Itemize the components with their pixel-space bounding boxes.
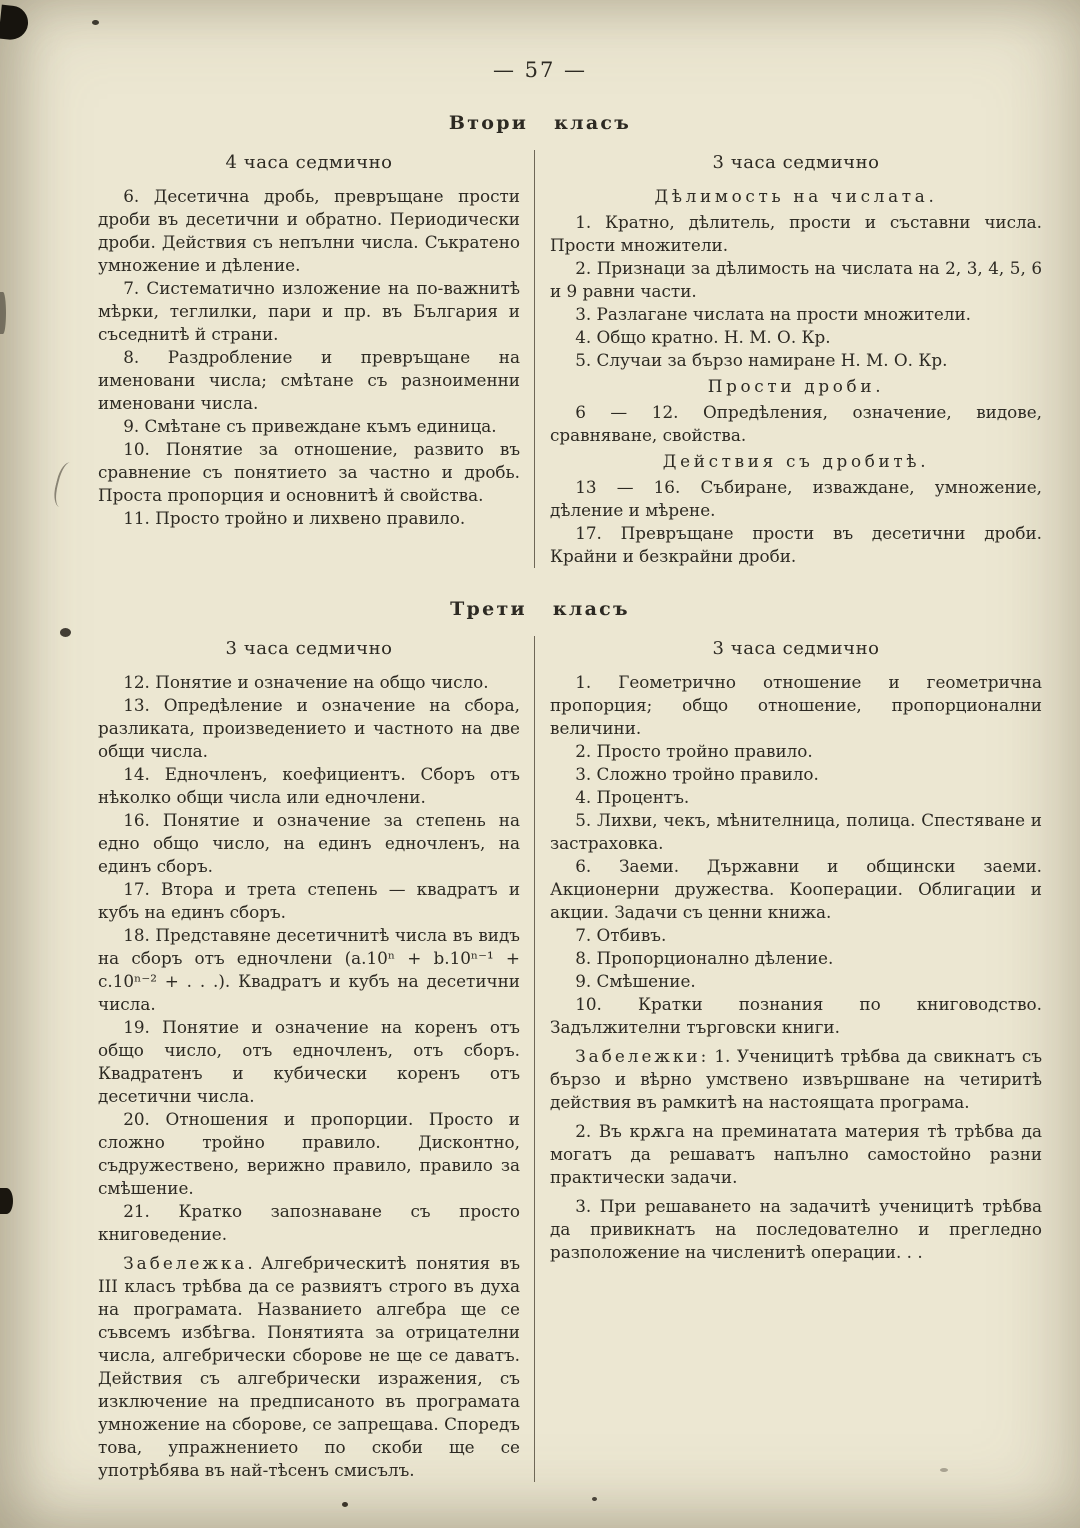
note-text: 1. Ученицитѣ трѣбва да свикнатъ съ бързо и вѣрно умствено извършване на четиритѣ действия въ рамкитѣ на настоящата програма. <box>550 1046 1042 1112</box>
curriculum-item-2: 2. Признаци за дѣлимость на числата на 2, 3, 4, 5, 6 и 9 равни части. <box>550 258 1042 301</box>
curriculum-item-19: 19. Понятие и означение на коренъ отъ общо число, отъ едночленъ, отъ сборъ. Квадратенъ и кубически коренъ отъ десетични числа. <box>98 1017 520 1106</box>
curriculum-item-14: 14. Едночленъ, коефициентъ. Сборъ отъ нѣколко общи числа или едночлени. <box>98 764 520 807</box>
curriculum-item-6: 6. Десетична дробь, превръщане прости дроби въ десетични и обратно. Периодически дроби. Действия съ непълни числа. Съкратено умножение и дѣление. <box>98 186 520 275</box>
ink-speck <box>342 1502 348 1507</box>
curriculum-item-21: 21. Кратко запознаване съ просто книговедение. <box>98 1201 520 1244</box>
curriculum-item-9: 9. Смѣтане съ привеждане къмъ единица. <box>123 416 497 436</box>
curriculum-item-18: 18. Представяне десетичнитѣ числа въ видъ на сборъ отъ едночлени (a.10ⁿ + b.10ⁿ⁻¹ + c.10ⁿ⁻² + . . .). Квадратъ и кубъ на десетични числа. <box>98 925 520 1014</box>
ink-speck <box>592 1497 597 1501</box>
curriculum-item-9: 9. Смѣшение. <box>575 971 696 991</box>
curriculum-item-7: 7. Систематично изложение на по-важнитѣ мѣрки, теглилки, пари и пр. въ България и съседнитѣ й страни. <box>98 278 520 344</box>
curriculum-item-20: 20. Отношения и пропорции. Просто и сложно тройно правило. Дисконтно, съдружествено, верижно правило, правило за смѣшение. <box>98 1109 520 1198</box>
note-paragraph <box>550 1045 1042 1114</box>
note-label: Забележки: <box>575 1046 710 1066</box>
scan-artifact <box>0 1188 13 1214</box>
left-column <box>98 150 535 568</box>
curriculum-item-3: 3. Разлагане числата на прости множители. <box>575 304 971 324</box>
right-column <box>535 636 1042 1482</box>
subsection-heading-deystviya: Действия съ дробитѣ. <box>662 451 930 471</box>
curriculum-item-1: 1. Кратно, дѣлитель, прости и съставни числа. Прости множители. <box>550 212 1042 255</box>
scan-artifact <box>0 292 6 334</box>
curriculum-item-10: 10. Понятие за отношение, развито въ сравнение съ понятието за частно и дробь. Проста пропорция и основнитѣ й свойства. <box>98 439 520 505</box>
curriculum-item-13: 13. Опредѣление и означение на сбора, разликата, произведението и частното на две общи числа. <box>98 695 520 761</box>
section-title: Трети класъ <box>450 598 630 620</box>
section-vtori-klas <box>0 112 1080 568</box>
two-column-layout <box>98 150 1042 568</box>
curriculum-item-11: 11. Просто тройно и лихвено правило. <box>123 508 466 528</box>
left-column <box>98 636 535 1482</box>
note-paragraph <box>98 1252 520 1482</box>
note-paragraph-2: 2. Въ крѫга на преминатата материя тѣ трѣбва да могатъ да решаватъ напълно самостойно разни практически задачи. <box>550 1121 1042 1187</box>
curriculum-item-17: 17. Превръщане прости въ десетични дроби. Крайни и безкрайни дроби. <box>550 523 1042 566</box>
curriculum-item-16: 16. Понятие и означение за степень на едно общо число, на единъ едночленъ, на единъ сборъ. <box>98 810 520 876</box>
ink-speck <box>92 20 99 25</box>
curriculum-item-6-12: 6 — 12. Опредѣления, означение, видове, сравняване, свойства. <box>550 402 1042 445</box>
curriculum-item-2: 2. Просто тройно правило. <box>575 741 813 761</box>
column-header: 3 часа седмично <box>225 638 393 659</box>
curriculum-item-8: 8. Пропорционално дѣление. <box>575 948 834 968</box>
subsection-heading-delimost: Дѣлимость на числата. <box>654 186 938 206</box>
curriculum-item-10: 10. Кратки познания по книговодство. Задължителни търговски книги. <box>550 994 1042 1037</box>
two-column-layout <box>98 636 1042 1482</box>
note-label: Забележка. <box>123 1253 256 1273</box>
note-text: Алгебрическитѣ понятия въ III класъ трѣбва да се развиятъ строго въ духа на програмата. Названието алгебра ще се съвсемъ избѣгва. Понятията за отрицателни числа, алгебрически сборове не ще се даватъ. Действия съ алгебрически изражения, съ изключение на предписаното въ програмата умножение на сборове, се запрещава. Споредъ това, упражнението по скоби ще се употрѣбява въ най-тѣсенъ смисълъ. <box>98 1253 520 1480</box>
section-title: Втори класъ <box>448 112 632 134</box>
curriculum-item-4: 4. Процентъ. <box>575 787 690 807</box>
column-header: 3 часа седмично <box>712 638 880 659</box>
curriculum-item-12: 12. Понятие и означение на общо число. <box>123 672 489 692</box>
section-treti-klas <box>0 598 1080 1482</box>
curriculum-item-13-16: 13 — 16. Събиране, изваждане, умножение, дѣление и мѣрене. <box>550 477 1042 520</box>
note-paragraph-3: 3. При решаването на задачитѣ ученицитѣ трѣбва да привикнатъ на последователно и прегледно разположение на численитѣ операции. . . <box>550 1196 1042 1262</box>
curriculum-item-4: 4. Общо кратно. Н. М. О. Кр. <box>575 327 831 347</box>
page-number: — 57 — <box>492 58 588 82</box>
ink-speck <box>60 628 71 637</box>
curriculum-item-17: 17. Втора и трета степень — квадратъ и кубъ на единъ сборъ. <box>98 879 520 922</box>
curriculum-item-6: 6. Заеми. Държавни и общински заеми. Акционерни дружества. Кооперации. Облигации и акции. Задачи съ ценни книжа. <box>550 856 1042 922</box>
curriculum-item-8: 8. Раздробление и превръщане на именовани числа; смѣтане съ разноименни именовани числа. <box>98 347 520 413</box>
curriculum-item-7: 7. Отбивъ. <box>575 925 667 945</box>
ink-speck <box>940 1468 948 1472</box>
subsection-heading-prosti-drobi: Прости дроби. <box>707 376 885 396</box>
curriculum-item-5: 5. Случаи за бързо намиране Н. М. О. Кр. <box>575 350 948 370</box>
curriculum-item-3: 3. Сложно тройно правило. <box>575 764 819 784</box>
right-column <box>535 150 1042 568</box>
column-header: 3 часа седмично <box>712 152 880 173</box>
curriculum-item-1: 1. Геометрично отношение и геометрична пропорция; общо отношение, пропорционални величини. <box>550 672 1042 738</box>
curriculum-item-5: 5. Лихви, чекъ, мѣнителница, полица. Спестяване и застраховка. <box>550 810 1042 853</box>
column-header: 4 часа седмично <box>225 152 393 173</box>
